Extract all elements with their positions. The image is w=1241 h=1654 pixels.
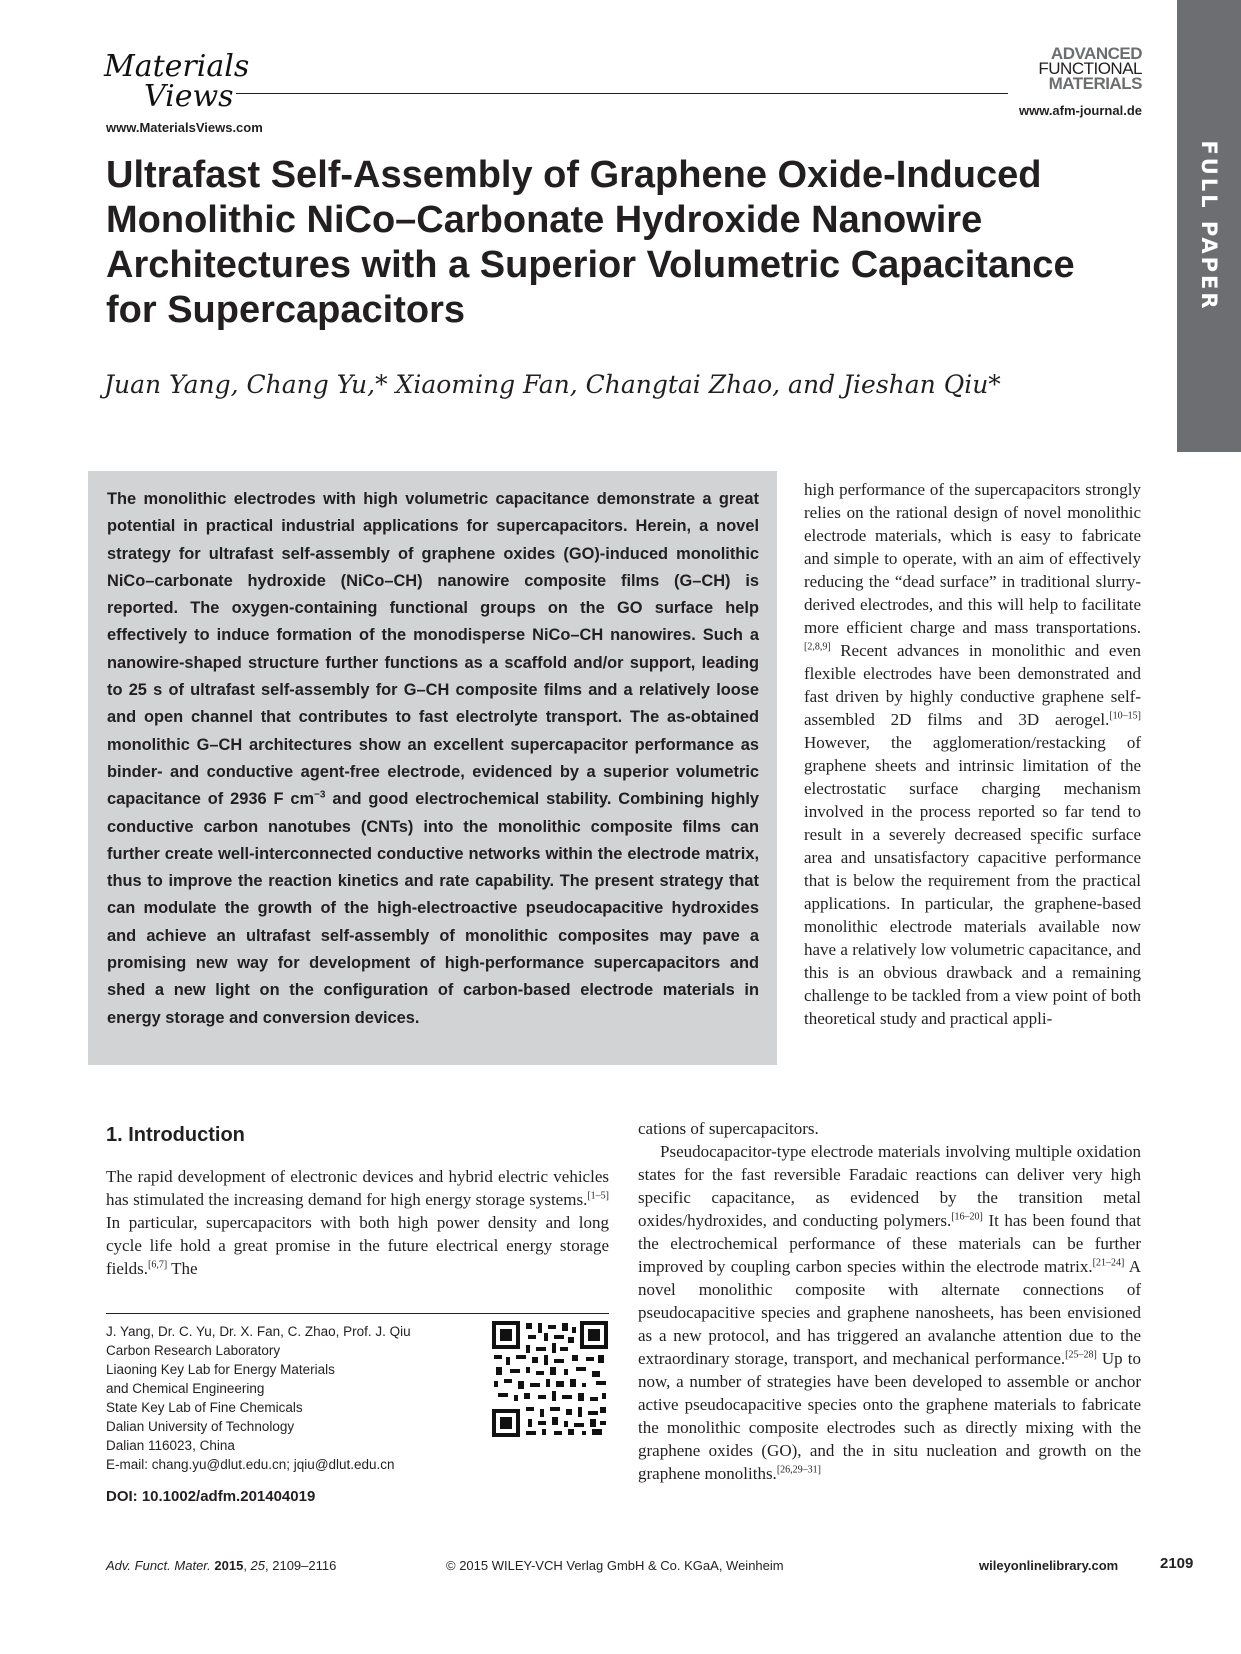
abstract-part-1: The monolithic electrodes with high volumetric capacitance demonstrate a great potential in practical industrial applications for supercapacitors. Herein, a novel strategy for ultrafast self-assembly of graphene oxides (GO)-induced monolithic NiCo–carbonate hydroxide (NiCo–CH) nanowire composite films (G–CH) is reported. The oxygen-containing functional groups on the GO surface help effectively to induce formation of the monodisperse NiCo–CH nanowires. Such a nanowire-shaped structure further functions as a scaffold and/or support, leading to 25 s of ultrafast self-assembly for G–CH composite films and a relatively loose and open channel that contributes to fast electrolyte transport. The as-obtained monolithic G–CH architectures show an excellent supercapacitor performance as binder- and conductive agent-free electrode, evidenced by a superior volumetric capacitance of 2936 F cm xyxy=(107,490,759,809)
affiliation-line: Dalian 116023, China xyxy=(106,1438,235,1453)
affiliation-line: Dalian University of Technology xyxy=(106,1419,295,1434)
citation[interactable]: [10–15] xyxy=(1109,710,1141,722)
logo-line-1: Materials xyxy=(104,49,250,84)
author-list: Juan Yang, Chang Yu,* Xiaoming Fan, Changtai Zhao, and Jieshan Qiu* xyxy=(104,370,1001,399)
citation[interactable]: [1–5] xyxy=(587,1190,609,1202)
body-text: The rapid development of electronic devices and hybrid electric vehicles has stimulated the increasing demand for high energy storage systems. xyxy=(106,1167,609,1209)
body-text: high performance of the supercapacitors strongly relies on the rational design of novel monolithic electrode materials, which is easy to fabricate and simple to operate, with an aim of effectively reducing the “dead surface” in traditional slurry-derived electrodes, and this will help to facilitate more efficient charge and mass transportations. xyxy=(804,480,1141,637)
abstract-text xyxy=(107,486,759,1032)
citation[interactable]: [26,29–31] xyxy=(776,1464,821,1476)
header-rule xyxy=(236,93,1008,94)
affiliation-line: State Key Lab of Fine Chemicals xyxy=(106,1400,303,1415)
footer-citation: Adv. Funct. Mater. 2015, 25, 2109–2116 xyxy=(106,1558,337,1573)
body-text: Pseudocapacitor-type electrode materials involving multiple oxidation states for the fast reversible Faradaic reactions can deliver very high specific capacitance, as evidenced by the transition metal oxides/hydroxides, and conducting polymers. xyxy=(638,1142,1141,1230)
right-column-top-text xyxy=(804,478,1141,1030)
afm-logo-line-2: FUNCTIONAL xyxy=(1038,59,1142,78)
footer-copyright: © 2015 WILEY-VCH Verlag GmbH & Co. KGaA, Weinheim xyxy=(446,1558,784,1573)
affiliation-line: Liaoning Key Lab for Energy Materials xyxy=(106,1362,335,1377)
section-heading: 1. Introduction xyxy=(106,1124,245,1146)
materials-views-logo xyxy=(104,49,250,114)
afm-logo-line-1: ADVANCED xyxy=(1050,44,1142,63)
page-number: 2109 xyxy=(1160,1555,1194,1572)
body-text: Up to now, a number of strategies have been developed to assemble or anchor active pseudocapacitive species onto the graphene materials to fabricate the monolithic composite electrodes such as directly mixing with the graphene oxides (GO), and the in situ nucleation and growth on the graphene monoliths. xyxy=(638,1349,1141,1483)
materials-views-url[interactable]: www.MaterialsViews.com xyxy=(106,120,263,135)
citation[interactable]: [6,7] xyxy=(148,1259,168,1271)
affiliation-names: J. Yang, Dr. C. Yu, Dr. X. Fan, C. Zhao, Prof. J. Qiu xyxy=(106,1324,411,1339)
afm-logo-line-3: MATERIALS xyxy=(1048,74,1142,93)
body-text: It has been found that the electrochemical performance of these materials can be further improved by coupling carbon species within the electrode matrix. xyxy=(638,1211,1141,1276)
affiliation-line: Carbon Research Laboratory xyxy=(106,1343,281,1358)
citation[interactable]: [25–28] xyxy=(1065,1349,1097,1361)
right-column-bottom-text xyxy=(638,1117,1141,1485)
qr-code-icon[interactable] xyxy=(492,1321,608,1437)
intro-paragraph xyxy=(106,1165,609,1280)
afm-journal-url[interactable]: www.afm-journal.de xyxy=(1018,103,1142,118)
body-text: Recent advances in monolithic and even flexible electrodes have been demonstrated and fast driven by highly conductive graphene self-assembled 2D films and 3D aerogel. xyxy=(804,641,1141,729)
citation[interactable]: [2,8,9] xyxy=(804,641,831,653)
citation[interactable]: [16–20] xyxy=(951,1211,983,1223)
body-text: A novel monolithic composite with alternate connections of pseudocapacitive species and graphene nanosheets, has been envisioned as a new protocol, and has triggered an avalanche attention due to the extraordinary storage, transport, and mechanical performance. xyxy=(638,1257,1142,1368)
footer-website[interactable]: wileyonlinelibrary.com xyxy=(979,1558,1119,1573)
afm-logo xyxy=(1010,46,1142,91)
logo-line-2: Views xyxy=(144,79,234,114)
section-tab xyxy=(1177,0,1241,452)
footnote-rule xyxy=(106,1313,609,1314)
abstract-part-2: and good electrochemical stability. Combining highly conductive carbon nanotubes (CNTs) into the monolithic composite films can further create well-interconnected conductive networks within the electrode matrix, thus to improve the reaction kinetics and rate capability. The present strategy that can modulate the growth of the high-electroactive pseudocapacitive hydroxides and achieve an ultrafast self-assembly of monolithic composites may pave a promising new way for development of high-performance supercapacitors and shed a new light on the configuration of carbon-based electrode materials in energy storage and conversion devices. xyxy=(107,790,759,1027)
affiliation-email[interactable]: E-mail: chang.yu@dlut.edu.cn; jqiu@dlut.edu.cn xyxy=(106,1457,395,1472)
paragraph-continuation: cations of supercapacitors. xyxy=(638,1119,819,1138)
journal-year: 2015 xyxy=(214,1558,244,1573)
affiliation-block xyxy=(106,1322,486,1474)
journal-volume: 25 xyxy=(250,1558,266,1573)
article-title: Ultrafast Self-Assembly of Graphene Oxide-Induced Monolithic NiCo–Carbonate Hydroxide Nanowire Architectures with a Superior Volumetric Capacitance for Supercapacitors xyxy=(106,154,1075,331)
paragraph xyxy=(638,1140,1141,1485)
section-tab-label: FULL PAPER xyxy=(1197,140,1221,312)
body-text: However, the agglomeration/restacking of graphene sheets and intrinsic limitation of the electrostatic surface charging mechanism involved in the process reported so far tend to result in a severely decreased specific surface area and unsatisfactory capacitive performance that is below the requirement from the practical applications. In particular, the graphene-based monolithic electrode materials available now have a relatively low volumetric capacitance, and this is an obvious drawback and a remaining challenge to be tackled from a view point of both theoretical study and practical appli- xyxy=(804,733,1141,1028)
affiliation-line: and Chemical Engineering xyxy=(106,1381,265,1396)
body-text: In particular, supercapacitors with both high power density and long cycle life hold a great promise in the future electrical energy storage fields. xyxy=(106,1213,609,1278)
unit-exponent: −3 xyxy=(314,789,326,801)
journal-name: Adv. Funct. Mater. xyxy=(106,1558,211,1573)
body-text: The xyxy=(167,1259,198,1278)
citation[interactable]: [21–24] xyxy=(1092,1257,1125,1269)
doi[interactable]: DOI: 10.1002/adfm.201404019 xyxy=(106,1488,316,1505)
journal-pages: , 2109–2116 xyxy=(265,1558,337,1573)
